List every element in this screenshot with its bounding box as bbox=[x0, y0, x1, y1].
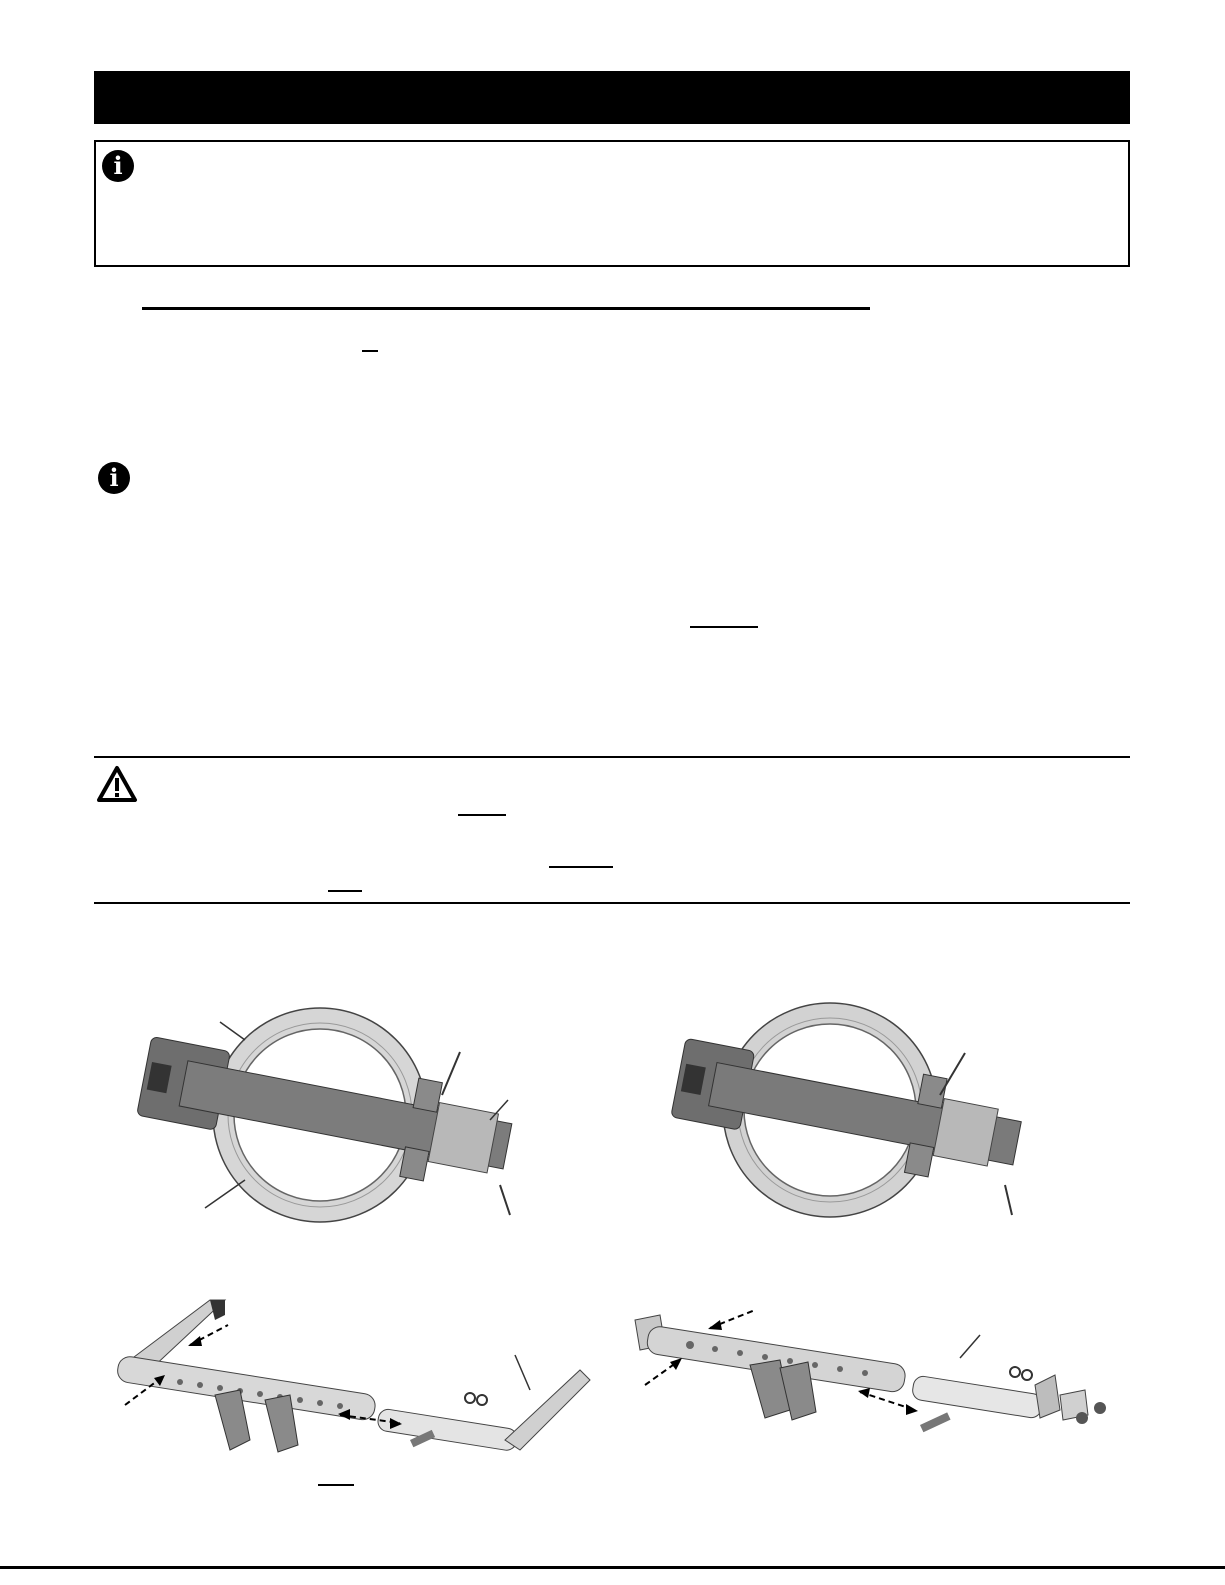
warning-panel bbox=[94, 756, 1130, 904]
inline-underline bbox=[362, 350, 378, 352]
figure-bearing-section-exploded bbox=[120, 1000, 540, 1230]
inline-underline bbox=[690, 626, 758, 628]
info-icon: i bbox=[98, 462, 130, 494]
warning-triangle-icon bbox=[96, 765, 138, 803]
section-header-bar bbox=[94, 71, 1130, 124]
info-icon: i bbox=[102, 150, 134, 182]
inline-underline bbox=[328, 890, 362, 892]
section-heading-underline bbox=[142, 307, 870, 310]
figure-tube-assembly-right bbox=[630, 1300, 1120, 1480]
inline-underline bbox=[458, 814, 506, 816]
warning-bottom-rule bbox=[94, 902, 1130, 904]
warning-top-rule bbox=[94, 756, 1130, 758]
inline-underline bbox=[549, 866, 613, 868]
figure-tube-assembly-left bbox=[110, 1290, 590, 1500]
figure-bearing-section-assembled bbox=[660, 995, 1040, 1225]
info-notice-box bbox=[94, 140, 1130, 267]
footer-rule bbox=[0, 1566, 1225, 1569]
